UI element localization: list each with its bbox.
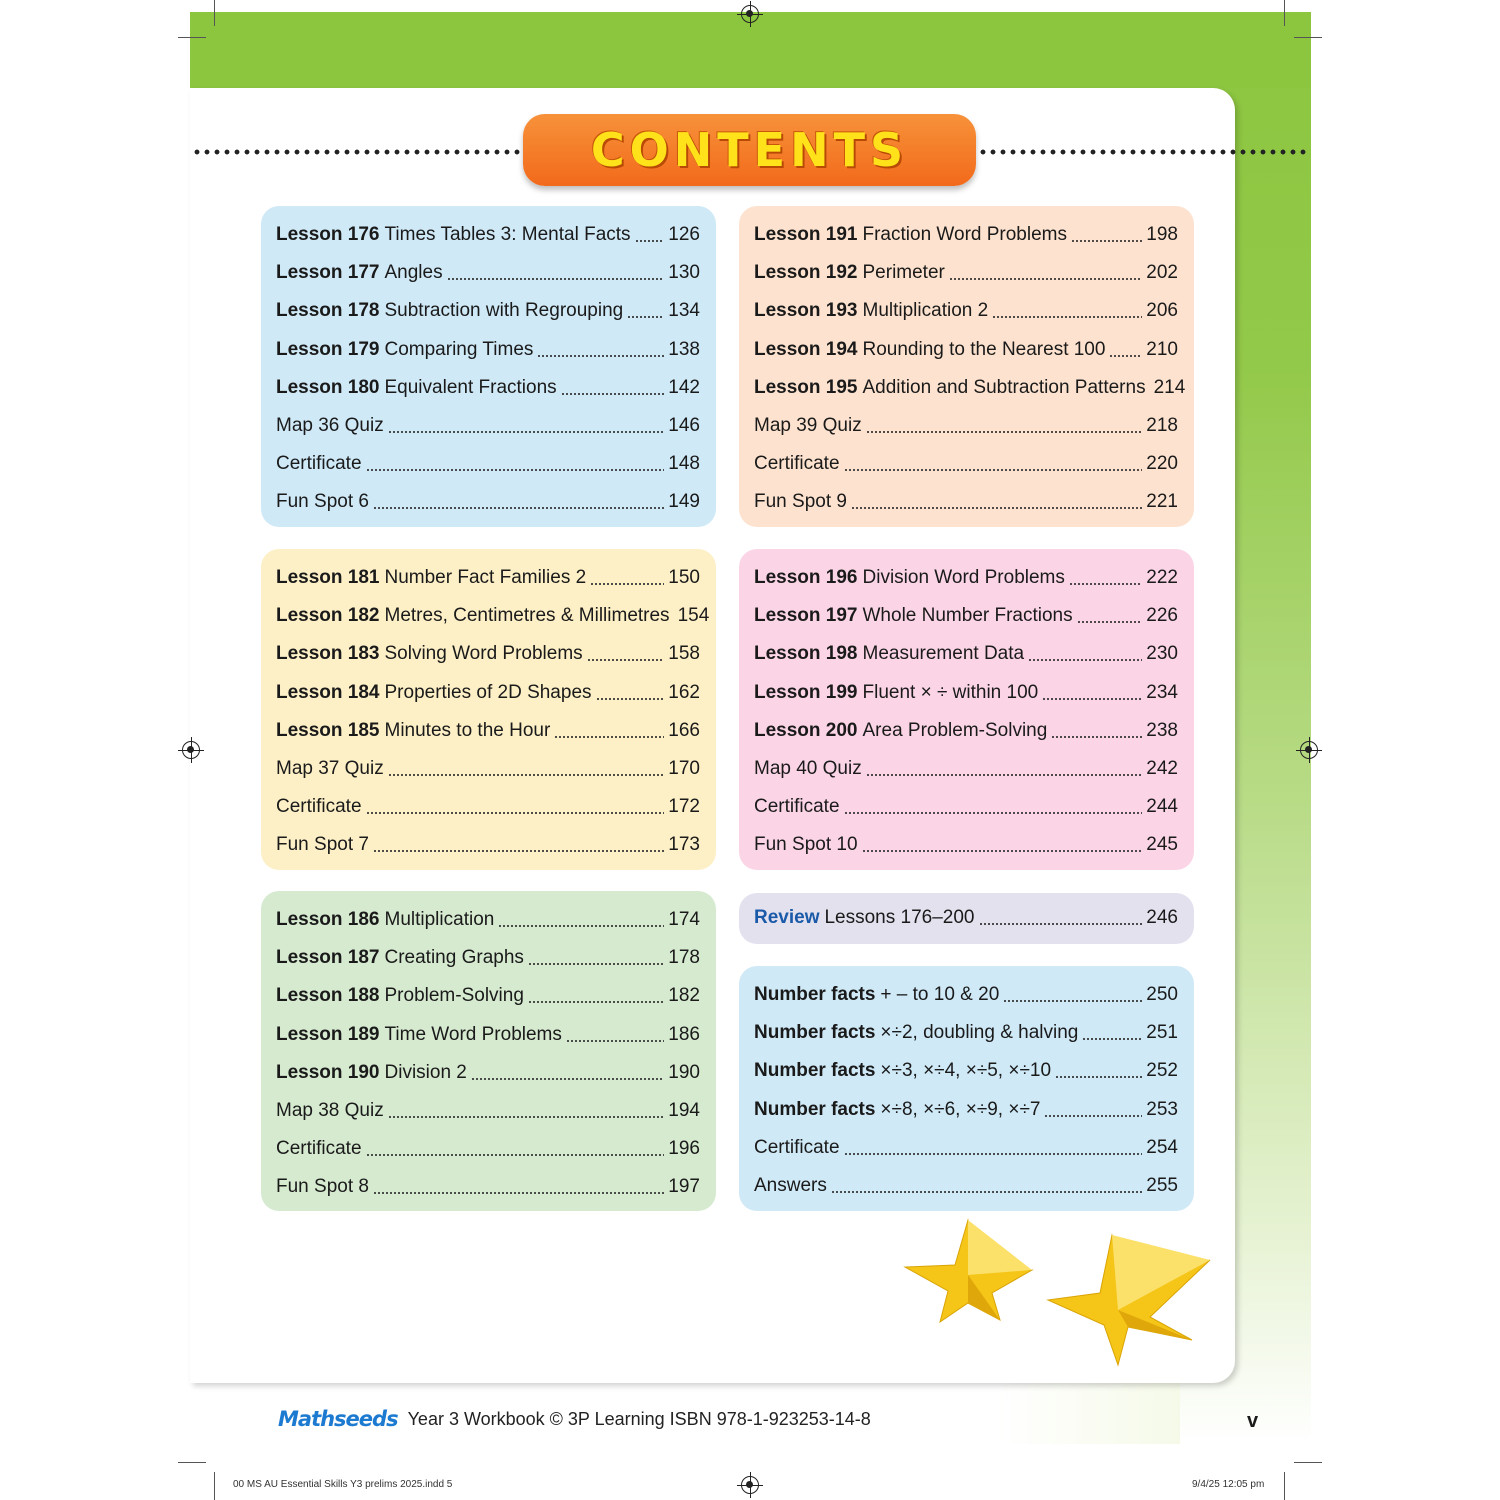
entry-label: Lesson 180 [276, 376, 380, 398]
contents-title-banner [523, 114, 976, 186]
slug-filename: 00 MS AU Essential Skills Y3 prelims 2025.indd 5 [233, 1479, 453, 1490]
registration-mark-icon [1300, 741, 1318, 759]
entry-page-number: 190 [668, 1061, 700, 1083]
entry-page-number: 230 [1146, 643, 1178, 665]
dot-leader [862, 849, 1143, 853]
entry-title: Certificate [276, 1138, 362, 1160]
entry-page-number: 245 [1146, 834, 1178, 856]
dot-leader [1042, 697, 1142, 701]
contents-section-lessons-181-185 [261, 549, 716, 870]
entry-label: Number facts [754, 1060, 876, 1082]
contents-entry [754, 407, 1178, 445]
contents-entry [754, 216, 1178, 254]
entry-page-number: 197 [668, 1176, 700, 1198]
entry-title: Measurement Data [862, 643, 1025, 665]
dot-leader [844, 811, 1143, 815]
entry-page-number: 186 [668, 1023, 700, 1045]
contents-entry [754, 899, 1178, 937]
contents-entry [276, 292, 700, 330]
entry-label: Lesson 181 [276, 567, 380, 589]
contents-section-review [739, 893, 1194, 944]
entry-title: Map 36 Quiz [276, 415, 384, 437]
page-title: CONTENTS [590, 123, 909, 177]
dot-leader [528, 962, 664, 966]
contents-entry [754, 331, 1178, 369]
dot-leader [844, 1152, 1143, 1156]
dot-leader [851, 506, 1142, 510]
contents-entry [754, 976, 1178, 1014]
entry-title: Angles [384, 262, 443, 284]
entry-page-number: 221 [1146, 491, 1178, 513]
contents-entry [276, 1168, 700, 1206]
entry-title: Whole Number Fractions [862, 605, 1073, 627]
entry-page-number: 126 [668, 224, 700, 246]
dot-leader [866, 773, 1143, 777]
entry-label: Lesson 186 [276, 909, 380, 931]
contents-entry [754, 1167, 1178, 1205]
dot-leader [1071, 239, 1142, 243]
contents-entry [754, 483, 1178, 521]
entry-label: Lesson 182 [276, 605, 380, 627]
dot-leader [844, 468, 1143, 472]
entry-title: Problem-Solving [384, 985, 524, 1007]
page-number: v [1247, 1410, 1259, 1432]
entry-title: Fraction Word Problems [862, 224, 1067, 246]
entry-label: Lesson 178 [276, 300, 380, 322]
entry-page-number: 198 [1146, 224, 1178, 246]
dot-leader [635, 239, 665, 243]
dot-leader [866, 430, 1143, 434]
contents-section-lessons-196-200 [739, 549, 1194, 870]
contents-entry [276, 559, 700, 597]
entry-title: ×÷3, ×÷4, ×÷5, ×÷10 [880, 1060, 1052, 1082]
entry-title: Solving Word Problems [384, 643, 583, 665]
entry-title: Creating Graphs [384, 947, 524, 969]
dot-leader [1044, 1114, 1142, 1118]
entry-page-number: 218 [1146, 415, 1178, 437]
entry-label: Lesson 196 [754, 567, 858, 589]
entry-page-number: 170 [668, 758, 700, 780]
contents-entry [754, 826, 1178, 864]
entry-page-number: 130 [668, 262, 700, 284]
dot-leader [373, 506, 664, 510]
entry-title: Metres, Centimetres & Millimetres [384, 605, 670, 627]
contents-entry [754, 254, 1178, 292]
entry-label: Lesson 183 [276, 643, 380, 665]
registration-mark-icon [741, 5, 759, 23]
entry-label: Lesson 177 [276, 262, 380, 284]
contents-entry [754, 292, 1178, 330]
entry-page-number: 154 [677, 605, 710, 627]
contents-section-lessons-176-180 [261, 206, 716, 527]
entry-label: Lesson 179 [276, 338, 380, 360]
contents-entry [276, 750, 700, 788]
entry-label: Number facts [754, 1022, 876, 1044]
dot-leader [554, 735, 664, 739]
dot-leader [447, 277, 665, 281]
dot-leader [1051, 735, 1142, 739]
dot-leader [537, 354, 664, 358]
entry-title: Map 40 Quiz [754, 758, 862, 780]
dot-leader [373, 1191, 664, 1195]
contents-entry [276, 483, 700, 521]
entry-page-number: 146 [668, 415, 700, 437]
dot-leader [366, 811, 665, 815]
dot-leader [1003, 999, 1142, 1003]
entry-label: Lesson 194 [754, 338, 858, 360]
footer [278, 1404, 871, 1434]
entry-title: Division Word Problems [862, 567, 1065, 589]
entry-title: Fluent × ÷ within 100 [862, 681, 1039, 703]
dot-leader [366, 1153, 665, 1157]
contents-entry [276, 369, 700, 407]
entry-page-number: 238 [1146, 719, 1178, 741]
contents-section-lessons-186-190 [261, 891, 716, 1211]
contents-entry [754, 1129, 1178, 1167]
entry-title: Map 38 Quiz [276, 1100, 384, 1122]
entry-title: Certificate [754, 453, 840, 475]
entry-title: Fun Spot 7 [276, 834, 369, 856]
entry-title: Addition and Subtraction Patterns [862, 376, 1146, 398]
entry-label: Number facts [754, 1098, 876, 1120]
dot-leader [471, 1077, 664, 1081]
dot-leader [388, 773, 665, 777]
dot-leader [373, 849, 664, 853]
crop-mark [1284, 0, 1285, 26]
entry-page-number: 174 [668, 909, 700, 931]
contents-entry [276, 826, 700, 864]
dot-leader [498, 924, 664, 928]
dot-leader [992, 315, 1142, 319]
entry-page-number: 182 [668, 985, 700, 1007]
entry-title: Multiplication [384, 909, 495, 931]
entry-title: Perimeter [862, 262, 945, 284]
entry-page-number: 254 [1146, 1136, 1178, 1158]
dot-leader [627, 315, 664, 319]
entry-page-number: 234 [1146, 681, 1178, 703]
entry-title: Map 39 Quiz [754, 415, 862, 437]
entry-page-number: 214 [1153, 376, 1186, 398]
contents-entry [754, 1052, 1178, 1090]
entry-title: Fun Spot 8 [276, 1176, 369, 1198]
entry-title: Multiplication 2 [862, 300, 989, 322]
entry-title: Times Tables 3: Mental Facts [384, 224, 631, 246]
dot-leader [831, 1190, 1142, 1194]
contents-entry [276, 331, 700, 369]
contents-entry [754, 369, 1186, 407]
contents-entry [276, 901, 700, 939]
entry-page-number: 253 [1146, 1098, 1178, 1120]
entry-title: Division 2 [384, 1061, 467, 1083]
contents-section-number-facts [739, 966, 1194, 1211]
entry-page-number: 250 [1146, 984, 1178, 1006]
entry-page-number: 246 [1146, 907, 1178, 929]
entry-title: Minutes to the Hour [384, 719, 551, 741]
entry-label: Lesson 185 [276, 719, 380, 741]
contents-entry [276, 597, 710, 635]
dot-leader [388, 1115, 665, 1119]
entry-title: Fun Spot 6 [276, 491, 369, 513]
contents-entry [754, 445, 1178, 483]
title-dotted-rule-left [192, 148, 522, 156]
entry-title: Certificate [754, 796, 840, 818]
entry-page-number: 142 [668, 376, 700, 398]
entry-page-number: 244 [1146, 796, 1178, 818]
contents-entry [754, 1091, 1178, 1129]
contents-entry [754, 635, 1178, 673]
contents-entry [276, 674, 700, 712]
contents-entry [754, 597, 1178, 635]
contents-section-lessons-191-195 [739, 206, 1194, 527]
contents-entry [754, 712, 1178, 750]
entry-label: Lesson 189 [276, 1023, 380, 1045]
contents-entry [754, 750, 1178, 788]
entry-page-number: 226 [1146, 605, 1178, 627]
entry-page-number: 150 [668, 567, 700, 589]
dot-leader [596, 697, 665, 701]
slug-timestamp: 9/4/25 12:05 pm [1192, 1479, 1265, 1490]
crop-mark [178, 1462, 206, 1463]
entry-label: Lesson 195 [754, 376, 858, 398]
contents-entry [276, 788, 700, 826]
entry-label: Lesson 200 [754, 719, 858, 741]
contents-entry [276, 977, 700, 1015]
entry-page-number: 206 [1146, 300, 1178, 322]
entry-title: Map 37 Quiz [276, 758, 384, 780]
entry-title: Comparing Times [384, 338, 534, 360]
entry-label: Number facts [754, 984, 876, 1006]
entry-page-number: 138 [668, 338, 700, 360]
contents-entry [276, 1092, 700, 1130]
entry-label: Lesson 187 [276, 947, 380, 969]
entry-page-number: 222 [1146, 567, 1178, 589]
entry-label: Lesson 184 [276, 681, 380, 703]
entry-page-number: 166 [668, 719, 700, 741]
entry-label: Lesson 176 [276, 224, 380, 246]
entry-title: Fun Spot 10 [754, 834, 858, 856]
dot-leader [561, 392, 665, 396]
contents-entry [276, 712, 700, 750]
registration-mark-icon [182, 741, 200, 759]
decorative-stars [900, 1215, 1220, 1375]
entry-title: Equivalent Fractions [384, 376, 557, 398]
entry-title: Area Problem-Solving [862, 719, 1048, 741]
crop-mark [214, 1472, 215, 1500]
footer-text: Year 3 Workbook © 3P Learning ISBN 978-1-923253-14-8 [407, 1408, 871, 1429]
entry-title: Certificate [276, 453, 362, 475]
entry-title: Subtraction with Regrouping [384, 300, 624, 322]
dot-leader [1109, 354, 1142, 358]
dot-leader [587, 658, 665, 662]
star-icon-small [905, 1220, 1032, 1322]
registration-mark-icon [741, 1476, 759, 1494]
dot-leader [1028, 658, 1142, 662]
contents-entry [276, 1054, 700, 1092]
contents-entry [754, 559, 1178, 597]
entry-title: Time Word Problems [384, 1023, 562, 1045]
contents-entry [754, 674, 1178, 712]
entry-page-number: 162 [668, 681, 700, 703]
entry-title: Number Fact Families 2 [384, 567, 587, 589]
dot-leader [590, 582, 664, 586]
entry-label: Lesson 191 [754, 224, 858, 246]
entry-label: Lesson 197 [754, 605, 858, 627]
entry-title: Certificate [754, 1136, 840, 1158]
contents-entry [754, 1014, 1178, 1052]
entry-title: Answers [754, 1175, 827, 1197]
contents-entry [276, 939, 700, 977]
crop-mark [214, 0, 215, 26]
contents-entry [276, 445, 700, 483]
entry-label: Lesson 193 [754, 300, 858, 322]
crop-mark [1294, 1462, 1322, 1463]
dot-leader [528, 1000, 664, 1004]
entry-page-number: 134 [668, 300, 700, 322]
entry-label: Lesson 190 [276, 1061, 380, 1083]
crop-mark [178, 37, 206, 38]
entry-page-number: 220 [1146, 453, 1178, 475]
entry-label: Lesson 188 [276, 985, 380, 1007]
contents-entry [276, 1016, 700, 1054]
entry-label: Lesson 198 [754, 643, 858, 665]
dot-leader [566, 1039, 664, 1043]
dot-leader [1082, 1037, 1142, 1041]
entry-page-number: 210 [1146, 338, 1178, 360]
title-dotted-rule-right [978, 148, 1308, 156]
entry-title: Properties of 2D Shapes [384, 681, 592, 703]
entry-label: Lesson 192 [754, 262, 858, 284]
contents-entry [276, 407, 700, 445]
dot-leader [388, 430, 665, 434]
dot-leader [1055, 1075, 1142, 1079]
entry-page-number: 252 [1146, 1060, 1178, 1082]
entry-title: + – to 10 & 20 [880, 984, 1000, 1006]
contents-entry [276, 216, 700, 254]
entry-page-number: 148 [668, 453, 700, 475]
contents-entry [276, 254, 700, 292]
entry-title: Certificate [276, 796, 362, 818]
dot-leader [979, 922, 1143, 926]
crop-mark [1294, 37, 1322, 38]
entry-title: ×÷2, doubling & halving [880, 1022, 1079, 1044]
contents-entry [754, 788, 1178, 826]
dot-leader [949, 277, 1142, 281]
entry-page-number: 251 [1146, 1022, 1178, 1044]
dot-leader [1069, 582, 1142, 586]
dot-leader [366, 468, 665, 472]
entry-page-number: 196 [668, 1138, 700, 1160]
contents-entry [276, 635, 700, 673]
entry-page-number: 242 [1146, 758, 1178, 780]
entry-title: Lessons 176–200 [824, 907, 975, 929]
entry-title: Rounding to the Nearest 100 [862, 338, 1106, 360]
entry-page-number: 202 [1146, 262, 1178, 284]
entry-label: Review [754, 907, 820, 929]
mathseeds-logo: Mathseeds [278, 1407, 398, 1431]
star-icon-large [1048, 1235, 1210, 1365]
entry-page-number: 158 [668, 643, 700, 665]
entry-page-number: 149 [668, 491, 700, 513]
entry-label: Lesson 199 [754, 681, 858, 703]
entry-page-number: 172 [668, 796, 700, 818]
entry-title: ×÷8, ×÷6, ×÷9, ×÷7 [880, 1098, 1041, 1120]
entry-page-number: 178 [668, 947, 700, 969]
crop-mark [1284, 1472, 1285, 1500]
entry-page-number: 194 [668, 1100, 700, 1122]
entry-page-number: 173 [668, 834, 700, 856]
dot-leader [1077, 620, 1143, 624]
entry-title: Fun Spot 9 [754, 491, 847, 513]
contents-entry [276, 1130, 700, 1168]
entry-page-number: 255 [1146, 1175, 1178, 1197]
